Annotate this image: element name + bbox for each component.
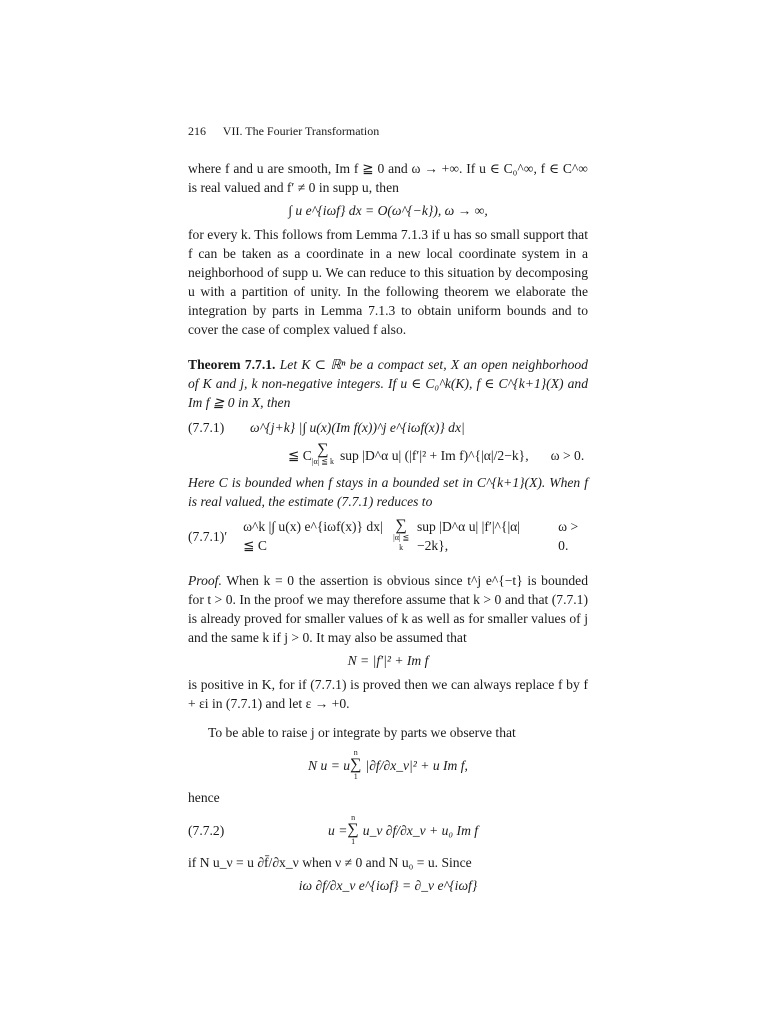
equation-condition: ω > 0. [550,447,585,463]
equation-label: (7.7.1) [188,420,225,435]
equation-7-7-1-prime [188,517,588,555]
paragraph-intro: where f and u are smooth, Im f ≧ 0 and ω → +∞. If u ∈ C₀^∞, f ∈ C^∞ is real valued and f′ ≠ 0 in supp u, then [188,161,588,195]
page-content [188,124,588,900]
proof-block [188,571,588,647]
sum-bottom: 1 [353,772,358,781]
sum-symbol: ∑ |α| ≦ k [393,517,410,552]
equation-rhs: u_ν ∂f/∂x_ν + u₀ Im f [362,822,479,838]
sum-limit: |α| ≦ k [311,457,334,466]
equation-rhs: |∂f/∂x_ν|² + u Im f, [365,757,468,773]
paragraph-integrate: To be able to raise j or integrate by parts we observe that [208,725,516,740]
equation-condition: ω > 0. [558,519,579,553]
paragraph-positive: is positive in K, for if (7.7.1) is proved then we can always replace f by f + εi in (7.7.1) and let ε → +0. [188,677,588,711]
equation-rhs: sup |D^α u| (|f′|² + Im f)^{|α|/2−k}, [339,447,529,463]
equation-label: (7.7.2) [188,822,225,838]
equation-7-7-2 [188,813,588,847]
equation-7-7-1-line2 [188,443,588,467]
proof-text: When k = 0 the assertion is obvious since t^j e^{−t} is bounded for t > 0. In the proof we may therefore assume that k > 0 and that (7.7.1) is already proved for smaller values of k as well as for smaller values of j and the same k if j > 0. It may also be assumed that [188,573,588,645]
sum-top: n [351,813,356,822]
theorem-label: Theorem 7.7.1. [188,357,276,372]
equation-label: (7.7.1)′ [188,528,228,544]
running-header [188,124,588,139]
equation-7-7-1-line1 [188,418,588,437]
sum-top: n [353,748,358,757]
equation-asymptotic: ∫ u e^{iωf} dx = O(ω^{−k}), ω → ∞, [288,203,488,218]
sum-limit: |α| ≦ k [393,533,410,552]
equation-rhs: sup |D^α u| |f′|^{|α|−2k}, [416,519,521,553]
sum-symbol: n ∑ 1 [347,813,359,846]
equation-N: N = |f′|² + Im f [347,653,429,668]
equation-lhs: ω^k |∫ u(x) e^{iωf(x)} dx| ≦ C [243,519,383,553]
page-number: 216 [188,124,206,138]
sum-symbol: ∑ |α| ≦ k [311,441,334,466]
theorem-statement: Let K ⊂ ℝⁿ be a compact set, X an open neighborhood of K and j, k non-negative integers. If u ∈ C₀^k(K), f ∈ C^{k+1}(X) and Im f ≧ 0 in X, then [188,357,588,410]
sum-symbol: n ∑ 1 [350,748,362,781]
equation-lhs: u = [328,822,348,838]
equation-lhs: N u = u [308,757,351,773]
proof-label: Proof. [188,573,222,588]
sum-bottom: 1 [351,837,356,846]
paragraph-lemma-reference: for every k. This follows from Lemma 7.1.3 if u has so small support that f can be taken as a coordinate in a new local coordinate system in a neighborhood of supp u. We can reduce to this situation by decomposing u with a partition of unity. In the following theorem we elaborate the integration by parts in Lemma 7.1.3 to obtain uniform bounds and to cover the case of complex valued f also. [188,227,588,337]
equation-prefix: ≦ C [288,447,312,463]
paragraph-if-Nu: if N u_ν = u ∂f̄/∂x_ν when ν ≠ 0 and N u₀ = u. Since [188,855,472,870]
equation-lhs: ω^{j+k} |∫ u(x)(Im f(x))^j e^{iωf(x)} dx| [250,420,465,435]
running-title: VII. The Fourier Transformation [222,124,380,138]
equation-Nu [188,748,588,782]
equation-derivative: iω ∂f/∂x_ν e^{iωf} = ∂_ν e^{iωf} [298,878,478,893]
paragraph-bounded: Here C is bounded when f stays in a bounded set in C^{k+1}(X). When f is real valued, the estimate (7.7.1) reduces to [188,475,588,509]
word-hence: hence [188,790,220,805]
theorem-block [188,355,588,412]
